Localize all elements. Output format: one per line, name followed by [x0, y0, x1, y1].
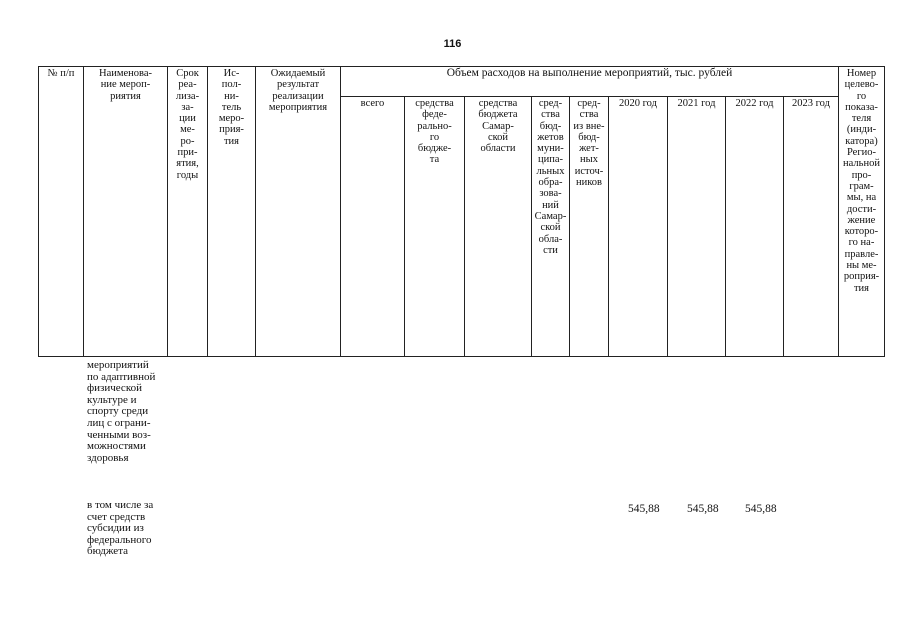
value-2021: 545,88: [687, 503, 719, 515]
value-2020: 545,88: [628, 503, 660, 515]
header-2020: 2020 год: [609, 97, 668, 357]
header-term: Срок реа- лиза- за- ции ме- ро- при- ятия, годы: [168, 67, 208, 357]
header-executor: Ис- пол- ни- тель меро- прия- тия: [208, 67, 256, 357]
header-expenses-group: Объем расходов на выполнение мероприятий, тыс. рублей: [341, 67, 839, 97]
header-2021: 2021 год: [668, 97, 726, 357]
header-federal: средства феде- рально- го бюдже- та: [405, 97, 465, 357]
header-result: Ожидаемый результат реализации мероприятия: [256, 67, 341, 357]
value-2022: 545,88: [745, 503, 777, 515]
header-2022: 2022 год: [726, 97, 784, 357]
header-municipal: сред- ства бюд- жетов муни- ципа- льных обра- зова- ний Самар- ской обла- сти: [532, 97, 570, 357]
header-extra: сред- ства из вне- бюд- жет- ных источ- ников: [570, 97, 609, 357]
header-indicator: Номер целево- го показа- теля (инди- катора) Регио- нальной про- грам- мы, на дости- жение которо- го на- правле- ны ме- роприя- тия: [839, 67, 885, 357]
measure-continuation-text: мероприятий по адаптивной физической культуре и спорту среди лиц с ограни- ченными воз- можностями здоровья: [87, 359, 156, 464]
page-number: 116: [443, 38, 462, 50]
header-regional: средства бюджета Самар- ской области: [465, 97, 532, 357]
header-total: всего: [341, 97, 405, 357]
header-num: № п/п: [39, 67, 84, 357]
subsidy-row-label: в том числе за счет средств субсидии из федерального бюджета: [87, 499, 154, 558]
header-table: [38, 66, 885, 357]
header-name: Наименова- ние мероп- риятия: [84, 67, 168, 357]
header-2023: 2023 год: [784, 97, 839, 357]
